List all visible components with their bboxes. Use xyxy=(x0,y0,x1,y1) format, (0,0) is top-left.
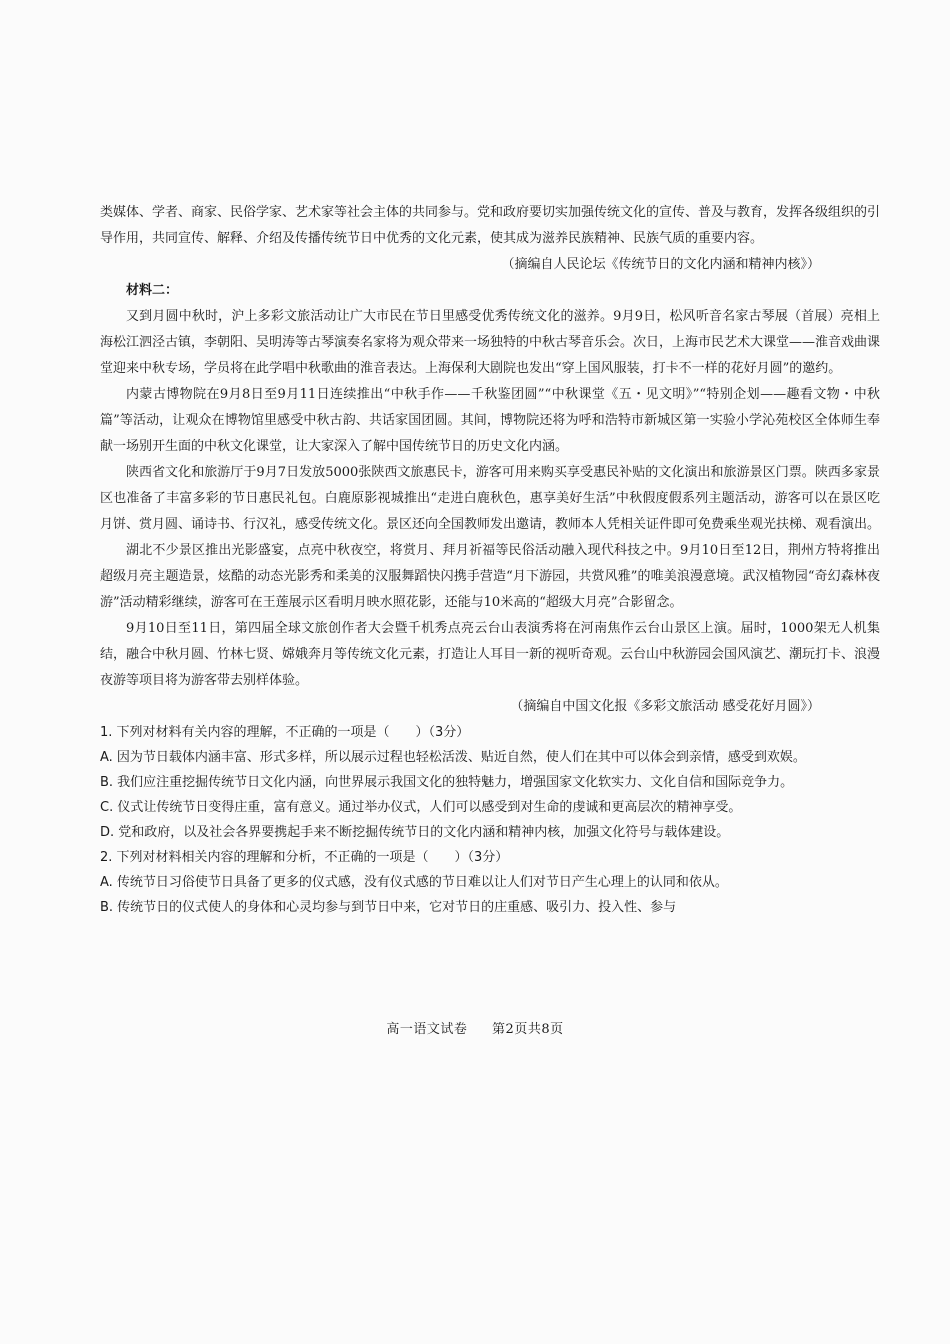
material2-paragraph: 内蒙古博物院在9月8日至9月11日连续推出“中秋手作——千秋鉴团圆”“中秋课堂《五・见文明》”“特别企划——趣看文物・中秋篇”等活动，让观众在博物馆里感受中秋古韵、共话家国团圆。其间，博物院还将为呼和浩特市新城区第一实验小学沁苑校区全体师生奉献一场别开生面的中秋文化课堂，让大家深入了解中国传统节日的历史文化内涵。 xyxy=(100,387,880,454)
footer-subject: 高一语文试卷 xyxy=(386,1022,468,1037)
material1-source: （摘编自人民论坛《传统节日的文化内涵和精神内核》） xyxy=(501,257,820,272)
question-2-stem: 2. 下列对材料相关内容的理解和分析，不正确的一项是（ ）（3分） xyxy=(100,850,509,865)
material2-paragraph: 湖北不少景区推出光影盛宴，点亮中秋夜空，将赏月、拜月祈福等民俗活动融入现代科技之中。9月10日至12日，荆州方特将推出超级月亮主题造景，炫酷的动态光影秀和柔美的汉服舞蹈快闪携手营造“月下游园，共赏风雅”的唯美浪漫意境。武汉植物园“奇幻森林夜游”活动精彩继续，游客可在王莲展示区看明月映水照花影，还能与10米高的“超级大月亮”合影留念。 xyxy=(100,543,880,610)
material1-tail: 类媒体、学者、商家、民俗学家、艺术家等社会主体的共同参与。党和政府要切实加强传统文化的宣传、普及与教育，发挥各级组织的引导作用，共同宣传、解释、介绍及传播传统节日中优秀的文化元素，使其成为滋养民族精神、民族气质的重要内容。 xyxy=(100,205,881,246)
question-2-option-a: A. 传统节日习俗使节日具备了更多的仪式感，没有仪式感的节日难以让人们对节日产生心理上的认同和依从。 xyxy=(100,875,728,890)
footer-page-number: 第2页共8页 xyxy=(492,1022,564,1037)
question-1-option-c: C. 仪式让传统节日变得庄重，富有意义。通过举办仪式，人们可以感受到对生命的虔诚和更高层次的精神享受。 xyxy=(100,800,742,815)
material2-paragraph: 又到月圆中秋时，沪上多彩文旅活动让广大市民在节日里感受优秀传统文化的滋养。9月9日，松风听音名家古琴展（首展）亮相上海松江泗泾古镇，李朝阳、吴明涛等古琴演奏名家将为观众带来一场独特的中秋古琴音乐会。次日，上海市民艺术大课堂——淮音戏曲课堂迎来中秋专场，学员将在此学唱中秋歌曲的淮音表达。上海保利大剧院也发出“穿上国风服装，打卡不一样的花好月圆”的邀约。 xyxy=(100,309,881,376)
question-1-option-a: A. 因为节日载体内涵丰富、形式多样，所以展示过程也轻松活泼、贴近自然，使人们在其中可以体会到亲情，感受到欢娱。 xyxy=(100,750,806,765)
material2-paragraph: 陕西省文化和旅游厅于9月7日发放5000张陕西文旅惠民卡，游客可用来购买享受惠民补贴的文化演出和旅游景区门票。陕西多家景区也准备了丰富多彩的节日惠民礼包。白鹿原影视城推出“走进白鹿秋色，惠享美好生活”中秋假度假系列主题活动，游客可以在景区吃月饼、赏月圆、诵诗书、行汉礼，感受传统文化。景区还向全国教师发出邀请，教师本人凭相关证件即可免费乘坐观光扶梯、观看演出。 xyxy=(100,465,881,532)
material2-heading: 材料二： xyxy=(126,283,179,298)
question-2-option-b: B. 传统节日的仪式使人的身体和心灵均参与到节日中来，它对节日的庄重感、吸引力、投入性、参与 xyxy=(100,900,677,915)
material2-source: （摘编自中国文化报《多彩文旅活动 感受花好月圆》） xyxy=(510,699,820,714)
question-1-option-b: B. 我们应注重挖掘传统节日文化内涵，向世界展示我国文化的独特魅力，增强国家文化软实力、文化自信和国际竞争力。 xyxy=(100,775,794,790)
page-footer xyxy=(0,1018,950,1037)
question-1-stem: 1. 下列对材料有关内容的理解，不正确的一项是（ ）（3分） xyxy=(100,725,470,740)
question-1-option-d: D. 党和政府，以及社会各界要携起手来不断挖掘传统节日的文化内涵和精神内核，加强文化符号与载体建设。 xyxy=(100,825,730,840)
page-content xyxy=(100,200,880,920)
material2-paragraph: 9月10日至11日，第四届全球文旅创作者大会暨千机秀点亮云台山表演秀将在河南焦作云台山景区上演。届时，1000架无人机集结，融合中秋月圆、竹林七贤、嫦娥奔月等传统文化元素，打造让人耳目一新的视听奇观。云台山中秋游园会国风演艺、潮玩打卡、浪漫夜游等项目将为游客带去别样体验。 xyxy=(100,621,881,688)
